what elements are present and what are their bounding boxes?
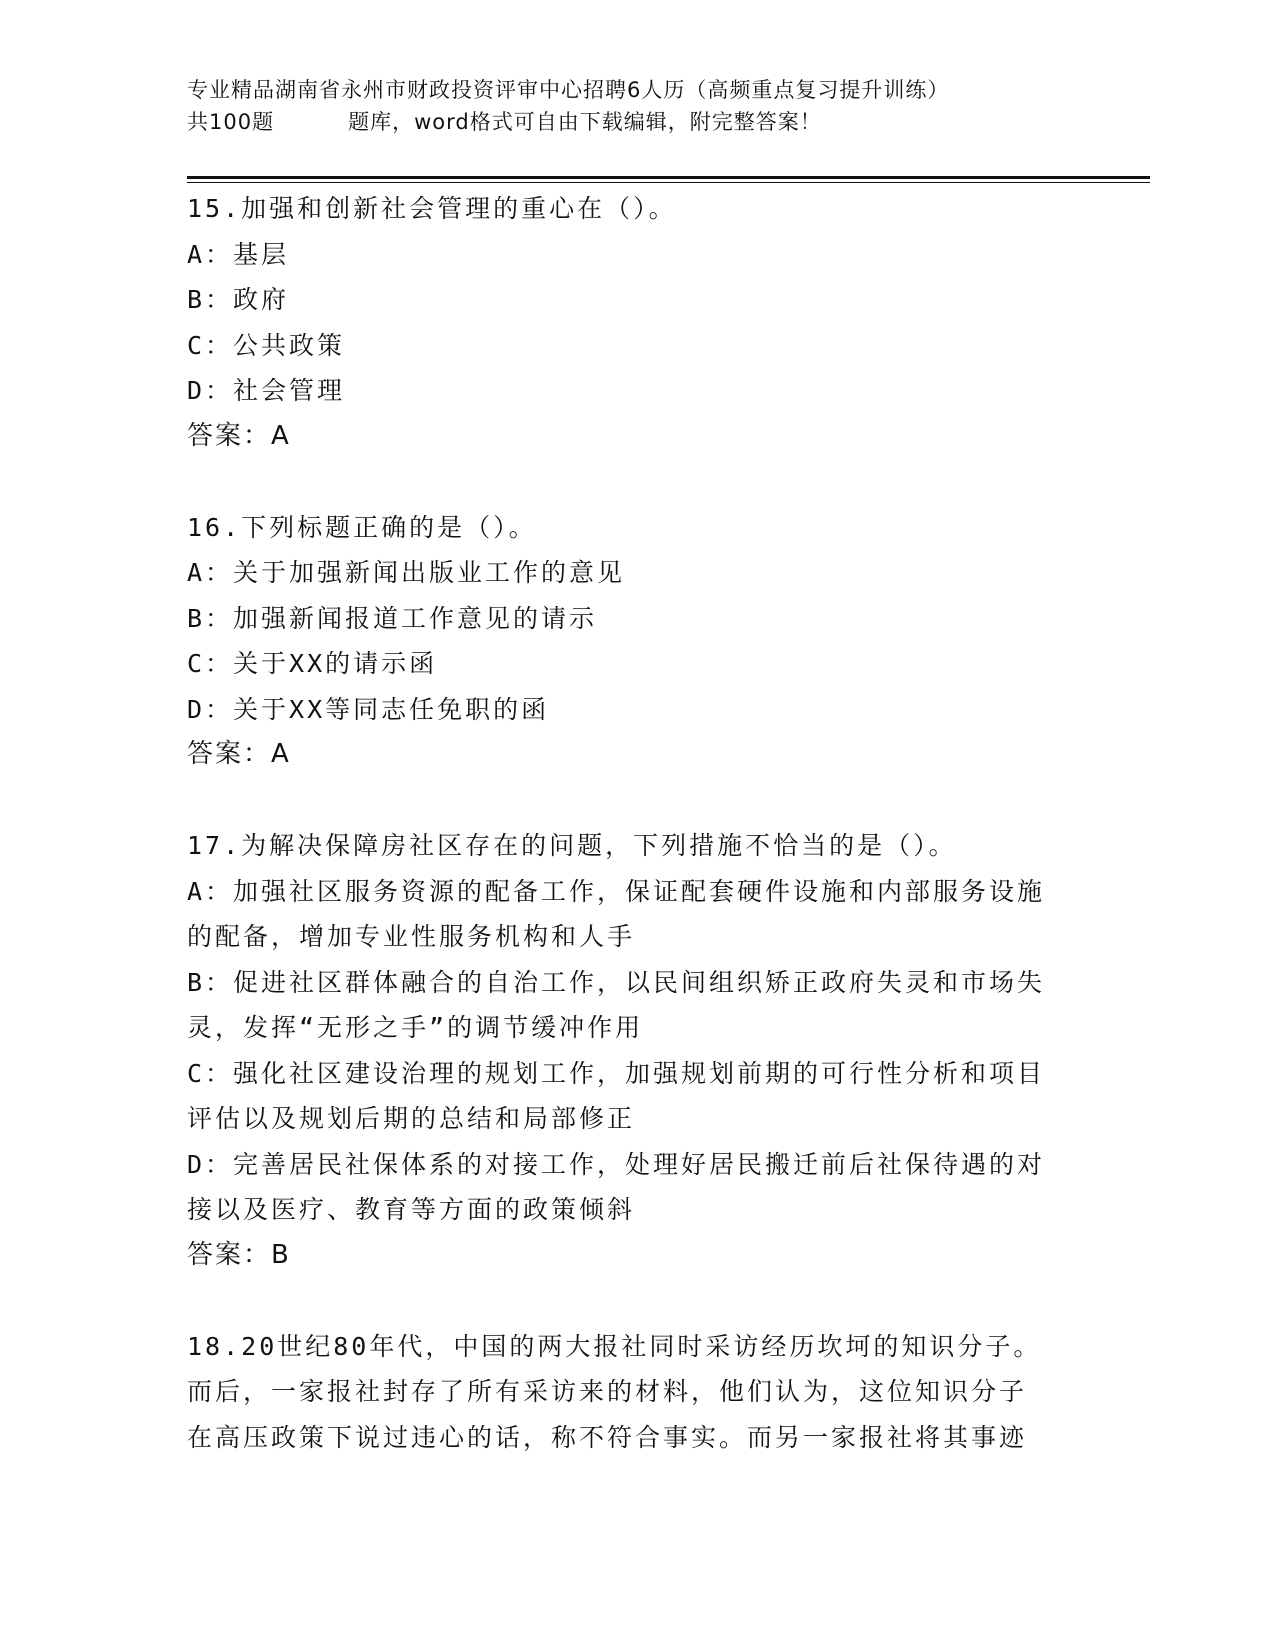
question-block-17 (187, 823, 1087, 1278)
header-count: 共100题 (187, 110, 275, 134)
header-title: 专业精品湖南省永州市财政投资评审中心招聘6人历（高频重点复习提升训练） (187, 78, 950, 102)
option-d: D：社会管理 (187, 376, 346, 405)
option-c-continued: 评估以及规划后期的总结和局部修正 (187, 1104, 636, 1133)
option-d: D：关于XX等同志任免职的函 (187, 694, 550, 724)
document-header (187, 74, 1087, 138)
option-a: A：基层 (187, 239, 290, 269)
question-block-18 (187, 1324, 1087, 1461)
option-a-continued: 的配备，增加专业性服务机构和人手 (187, 922, 636, 951)
option-d-continued: 接以及医疗、教育等方面的政策倾斜 (187, 1195, 636, 1224)
option-b: B：政府 (187, 285, 290, 314)
header-rule-thin (187, 182, 1150, 183)
question-stem: 15.加强和创新社会管理的重心在（）。 (187, 194, 677, 223)
question-block-16 (187, 505, 1087, 778)
option-a: A：关于加强新闻出版业工作的意见 (187, 558, 626, 587)
question-stem-line-1: 18.20世纪80年代，中国的两大报社同时采访经历坎坷的知识分子。 (187, 1331, 1042, 1361)
answer-line: 答案：A (187, 739, 291, 769)
option-b: B：加强新闻报道工作意见的请示 (187, 603, 598, 633)
question-stem-line-2: 而后，一家报社封存了所有采访来的材料，他们认为，这位知识分子 (187, 1377, 1028, 1406)
option-c: C：强化社区建设治理的规划工作，加强规划前期的可行性分析和项目 (187, 1058, 1046, 1088)
option-b: B：促进社区群体融合的自治工作，以民间组织矫正政府失灵和市场失 (187, 967, 1046, 997)
header-note: 题库，word格式可自由下载编辑，附完整答案！ (348, 110, 822, 134)
question-stem: 16.下列标题正确的是（）。 (187, 512, 537, 542)
answer-line: 答案：A (187, 420, 291, 451)
header-subtitle (187, 106, 1087, 138)
answer-line: 答案：B (187, 1239, 291, 1270)
option-c: C：公共政策 (187, 330, 346, 360)
option-d: D：完善居民社保体系的对接工作，处理好居民搬迁前后社保待遇的对 (187, 1149, 1046, 1179)
question-stem-line-3: 在高压政策下说过违心的话，称不符合事实。而另一家报社将其事迹 (187, 1422, 1028, 1452)
header-rule-thick (187, 176, 1150, 179)
question-block-15 (187, 186, 1087, 459)
option-b-continued: 灵，发挥“无形之手”的调节缓冲作用 (187, 1013, 644, 1042)
question-stem: 17.为解决保障房社区存在的问题，下列措施不恰当的是（）。 (187, 831, 957, 860)
question-list (187, 186, 1087, 1506)
option-a: A：加强社区服务资源的配备工作，保证配套硬件设施和内部服务设施 (187, 876, 1046, 906)
option-c: C：关于XX的请示函 (187, 649, 438, 678)
